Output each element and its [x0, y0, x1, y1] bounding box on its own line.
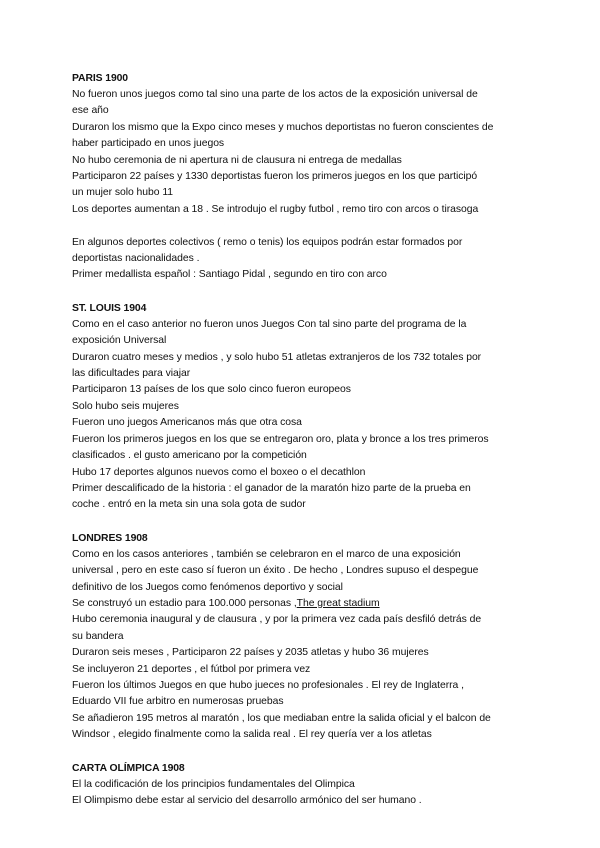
- text-line: Fueron uno juegos Americanos más que otra cosa: [72, 417, 302, 429]
- stadium-name-link[interactable]: The great stadium: [296, 597, 380, 609]
- text-line: deportistas nacionalidades .: [72, 253, 200, 265]
- text-line: Como en los casos anteriores , también se celebraron en el marco de una exposición: [72, 548, 461, 560]
- text-line: Hubo 17 deportes algunos nuevos como el boxeo o el decathlon: [72, 466, 366, 478]
- section-heading: LONDRES 1908: [72, 532, 148, 544]
- section-gap: [72, 744, 532, 761]
- text-line: clasificados . el gusto americano por la competición: [72, 450, 307, 462]
- text-line: Los deportes aumentan a 18 . Se introdujo el rugby futbol , remo tiro con arcos o tirasoga: [72, 203, 479, 215]
- document-page: [72, 71, 532, 809]
- text-line: Duraron los mismo que la Expo cinco meses y muchos deportistas no fueron conscientes de: [72, 121, 494, 133]
- text-line: universal , pero en este caso sí fueron un éxito . De hecho , Londres supuso el despegue: [72, 565, 479, 577]
- text-line: ese año: [72, 105, 109, 117]
- text-line: las dificultades para viajar: [72, 368, 191, 380]
- text-line: Participaron 13 países de los que solo cinco fueron europeos: [72, 384, 351, 396]
- text-line: coche . entró en la meta sin una sola gota de sudor: [72, 499, 306, 511]
- section-londres-1908: [72, 531, 532, 744]
- text-line: Se incluyeron 21 deportes , el fútbol por primera vez: [72, 663, 311, 675]
- text-line: El Olimpismo debe estar al servicio del desarrollo armónico del ser humano .: [72, 795, 422, 807]
- text-line: Eduardo VII fue arbitro en numerosas pruebas: [72, 696, 284, 708]
- text-line: exposición Universal: [72, 335, 167, 347]
- text-line: Se añadieron 195 metros al maratón , los que mediaban entre la salida oficial y el balcon de: [72, 712, 491, 724]
- section-gap: [72, 284, 532, 301]
- section-heading: ST. LOUIS 1904: [72, 302, 147, 314]
- text-line: Hubo ceremonia inaugural y de clausura , y por la primera vez cada país desfiló detrás de: [72, 614, 482, 626]
- text-line: En algunos deportes colectivos ( remo o tenis) los equipos podrán estar formados por: [72, 236, 463, 248]
- text-line: Duraron seis meses , Participaron 22 países y 2035 atletas y hubo 36 mujeres: [72, 647, 429, 659]
- text-line: su bandera: [72, 630, 124, 642]
- text-line: Duraron cuatro meses y medios , y solo hubo 51 atletas extranjeros de los 732 totales por: [72, 351, 482, 363]
- text-line: No hubo ceremonia de ni apertura ni de clausura ni entrega de medallas: [72, 154, 402, 166]
- text-line: haber participado en unos juegos: [72, 138, 225, 150]
- section-heading: PARIS 1900: [72, 73, 128, 84]
- text-line: No fueron unos juegos como tal sino una parte de los actos de la exposición universal de: [72, 89, 478, 100]
- text-line: Participaron 22 países y 1330 deportistas fueron los primeros juegos en los que participó: [72, 171, 478, 183]
- section-gap: [72, 514, 532, 531]
- text-line: Solo hubo seis mujeres: [72, 400, 179, 412]
- text-line: Windsor , elegido finalmente como la salida real . El rey quería ver a los atletas: [72, 729, 432, 741]
- text-line: Fueron los primeros juegos en los que se entregaron oro, plata y bronce a los tres primeros: [72, 433, 489, 445]
- blank-line: [72, 218, 532, 234]
- section-carta-olimpica-1908: [72, 761, 532, 810]
- text-line: Fueron los últimos Juegos en que hubo jueces no profesionales . El rey de Inglaterra ,: [72, 679, 464, 691]
- text-line: Primer descalificado de la historia : el ganador de la maratón hizo parte de la prueba en: [72, 482, 471, 494]
- text-line: El la codificación de los principios fundamentales del Olimpica: [72, 778, 355, 790]
- text-line: un mujer solo hubo 11: [72, 187, 173, 199]
- section-paris-1900: [72, 71, 532, 284]
- text-line: Primer medallista español : Santiago Pidal , segundo en tiro con arco: [72, 269, 387, 281]
- section-st-louis-1904: [72, 301, 532, 514]
- text-line: Como en el caso anterior no fueron unos Juegos Con tal sino parte del programa de la: [72, 318, 467, 330]
- stadium-line: [72, 596, 532, 612]
- section-heading: CARTA OLÍMPICA 1908: [72, 762, 185, 774]
- text-line: definitivo de los Juegos como fenómenos deportivo y social: [72, 581, 343, 593]
- stadium-text: Se construyó un estadio para 100.000 personas ,: [72, 597, 297, 609]
